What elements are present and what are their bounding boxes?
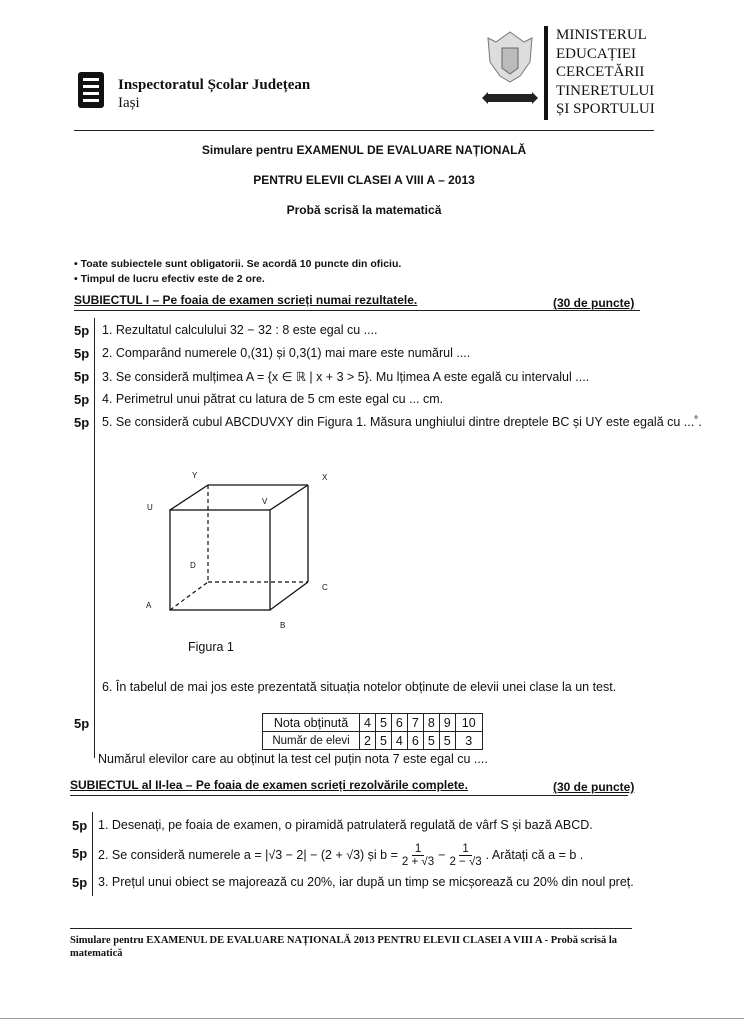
title-line-2: PENTRU ELEVII CLASEI A VIII A – 2013 xyxy=(253,173,475,187)
figure-caption: Figura 1 xyxy=(188,640,234,654)
question-2: 2. Comparând numerele 0,(31) și 0,3(1) mai mare este numărul .... xyxy=(102,346,471,360)
table-cell: 3 xyxy=(455,732,482,750)
problem-1: 1. Desenați, pe foaia de examen, o piramidă patrulateră regulată de vârf S și bază ABCD. xyxy=(98,818,593,832)
footer-text xyxy=(70,934,650,960)
subject1-heading: SUBIECTUL I – Pe foaia de examen scrieți numai rezultatele. xyxy=(74,293,418,307)
minister-divider xyxy=(544,26,548,120)
subject1-underline xyxy=(74,310,640,311)
subject2-underline xyxy=(70,795,628,796)
minister-line: MINISTERUL xyxy=(556,27,647,43)
minister-block xyxy=(556,26,655,119)
minister-line: EDUCAȚIEI xyxy=(556,45,636,62)
minister-line: TINERETULUI xyxy=(556,82,655,99)
grades-table xyxy=(262,713,483,750)
header-rule xyxy=(74,130,654,131)
question-6: 6. În tabelul de mai jos este prezentată situația notelor obținute de elevii unei clase la un test. xyxy=(102,680,617,694)
points-column-rule xyxy=(94,318,95,758)
item-points: 5p xyxy=(72,818,88,833)
table-cell: 5 xyxy=(375,732,391,750)
question-5: 5. Se consideră cubul ABCDUVXY din Figura 1. Măsura unghiului dintre dreptele BC și UY este egală cu ...˚. xyxy=(102,415,702,429)
item-points: 5p xyxy=(74,369,90,384)
cube-edge xyxy=(270,485,308,510)
subject1-points: (30 de puncte) xyxy=(553,296,635,310)
vertex-label-x: X xyxy=(322,473,328,482)
vertex-label-c: C xyxy=(322,583,328,592)
table-cell: 4 xyxy=(391,732,407,750)
footer-line: matematică xyxy=(70,948,123,959)
inspectorat-logo xyxy=(78,72,104,108)
vertex-label-y: Y xyxy=(192,471,198,480)
fraction xyxy=(402,843,434,868)
item-points: 5p xyxy=(74,346,90,361)
problem-3: 3. Prețul unui obiect se majorează cu 20%, iar după un timp se micșorează cu 20% din noul preț. xyxy=(98,875,634,889)
table-cell: 2 xyxy=(360,732,376,750)
table-cell: 5 xyxy=(375,714,391,732)
page-bottom-rule xyxy=(0,1018,744,1019)
problem-2: 2. Se consideră numerele a = |√3 − 2| − (2 + √3) și b = $\frac{1}{2 + √3}$ − $\frac{1}{2 - √3}$ . Arătați că a = b . xyxy=(98,842,584,868)
problem-2-text: 2. Se consideră numerele a = |√3 − 2| − (2 + √3) și b = xyxy=(98,848,398,862)
subject2-points: (30 de puncte) xyxy=(553,780,635,794)
instruction: • Timpul de lucru efectiv este de 2 ore. xyxy=(74,273,265,285)
item-points: 5p xyxy=(74,392,90,407)
cube-front-face xyxy=(170,510,270,610)
item-points: 5p xyxy=(72,846,88,861)
fraction-numerator: 1 xyxy=(412,843,424,856)
inspectorat-name: Inspectoratul Școlar Județean xyxy=(118,77,311,93)
cube-figure xyxy=(140,470,340,640)
table-cell: 7 xyxy=(407,714,423,732)
vertex-label-a: A xyxy=(146,601,152,610)
vertex-label-v: V xyxy=(262,497,268,506)
cube-edge xyxy=(170,485,208,510)
minister-line: ȘI SPORTULUI xyxy=(556,101,655,117)
instruction: • Toate subiectele sunt obligatorii. Se acordă 10 puncte din oficiu. xyxy=(74,258,402,270)
fraction-denominator: 2 + √3 xyxy=(401,855,435,868)
item-points: 5p xyxy=(74,415,90,430)
footer-line: Simulare pentru EXAMENUL DE EVALUARE NAȚIONALĂ 2013 PENTRU ELEVII CLASEI A VIII A - Probă scrisă la xyxy=(70,935,618,946)
item-points: 5p xyxy=(74,716,90,731)
table-cell: 6 xyxy=(407,732,423,750)
table-cell: 6 xyxy=(391,714,407,732)
question-3: 3. Se consideră mulțimea A = {x ∈ ℝ | x + 3 > 5}. Mu lțimea A este egală cu intervalul .... xyxy=(102,370,590,384)
coat-of-arms-icon xyxy=(480,28,540,106)
problem-2-text-end: . Arătați că a = b . xyxy=(485,848,584,862)
table-cell: 9 xyxy=(439,714,455,732)
table-cell: 5 xyxy=(439,732,455,750)
fraction-numerator: 1 xyxy=(459,843,471,856)
inspectorat-city: Iași xyxy=(118,95,140,111)
table-header-cell: Nota obținută xyxy=(263,714,360,732)
table-row xyxy=(263,714,483,732)
table-cell: 5 xyxy=(423,732,439,750)
title-line-3: Probă scrisă la matematică xyxy=(286,203,442,217)
title-line-1: Simulare pentru EXAMENUL DE EVALUARE NAȚIONALĂ xyxy=(201,143,527,157)
fraction xyxy=(449,843,481,868)
question-1: 1. Rezultatul calculului 32 − 32 : 8 este egal cu .... xyxy=(102,323,378,337)
vertex-label-b: B xyxy=(280,621,286,630)
table-row xyxy=(263,732,483,750)
question-6-followup: Numărul elevilor care au obținut la test cel puțin nota 7 este egal cu .... xyxy=(98,752,488,766)
table-cell: 10 xyxy=(455,714,482,732)
table-cell: 8 xyxy=(423,714,439,732)
vertex-label-d: D xyxy=(190,561,196,570)
subject2-heading: SUBIECTUL al II-lea – Pe foaia de examen scrieți rezolvările complete. xyxy=(70,778,468,792)
table-header-cell: Număr de elevi xyxy=(263,732,360,750)
cube-hidden-edge xyxy=(170,582,208,610)
footer-rule xyxy=(70,928,632,929)
minister-line: CERCETĂRII xyxy=(556,64,645,80)
item-points: 5p xyxy=(74,323,90,338)
question-4: 4. Perimetrul unui pătrat cu latura de 5 cm este egal cu ... cm. xyxy=(102,392,444,406)
table-cell: 4 xyxy=(360,714,376,732)
item-points: 5p xyxy=(72,875,88,890)
fraction-denominator: 2 − √3 xyxy=(449,855,482,868)
cube-edge xyxy=(270,582,308,610)
vertex-label-u: U xyxy=(147,503,153,512)
